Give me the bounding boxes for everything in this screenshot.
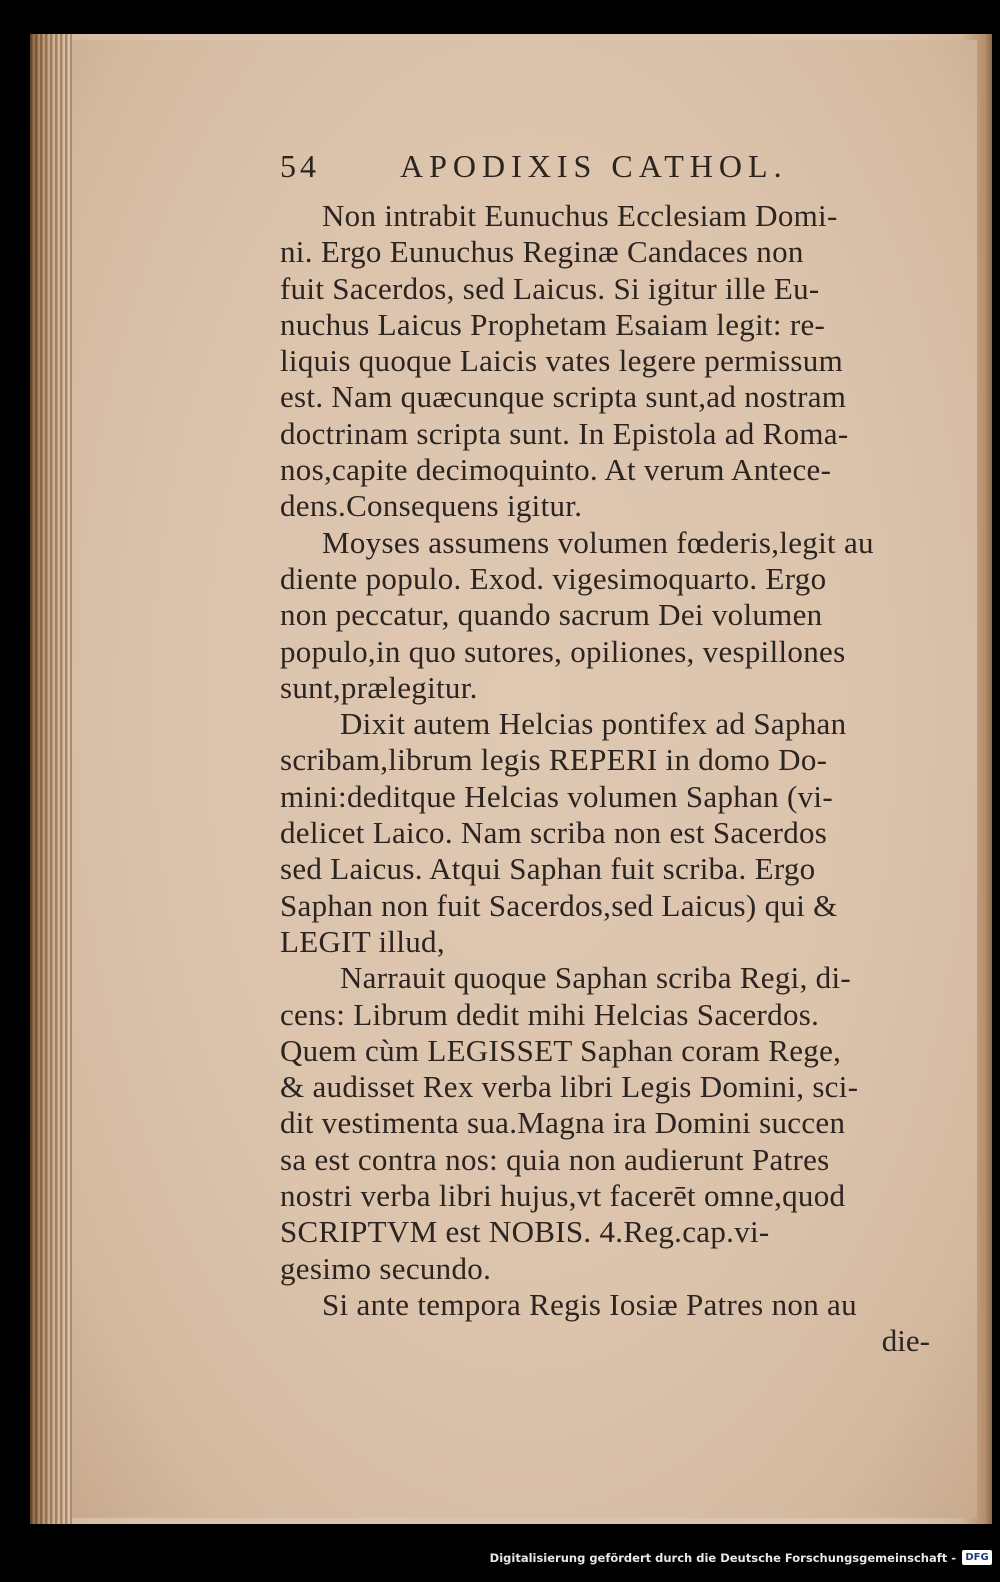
text-line: LEGIT illud,	[280, 923, 445, 959]
text-line: & audisset Rex verba libri Legis Domini, sci-	[280, 1069, 859, 1105]
dfg-logo: DFG	[962, 1550, 992, 1565]
text-line: Dixit autem Helcias pontifex ad Saphan	[340, 706, 847, 742]
text-line: fuit Sacerdos, sed Laicus. Si igitur ille Eu-	[280, 270, 820, 306]
text-line: Non intrabit Eunuchus Ecclesiam Domi-	[322, 198, 838, 233]
text-line: sunt,prælegitur.	[280, 669, 478, 705]
text-line: nuchus Laicus Prophetam Esaiam legit: re-	[280, 306, 826, 342]
page-text-block	[280, 148, 960, 1359]
text-line: est. Nam quæcunque scripta sunt,ad nostram	[280, 379, 847, 415]
text-line: liquis quoque Laicis vates legere permissum	[280, 343, 844, 379]
running-head: APODIXIS CATHOL.	[400, 148, 788, 184]
text-line: sa est contra nos: quia non audierunt Patres	[280, 1141, 830, 1177]
catchword: die-	[881, 1323, 930, 1359]
page-number: 54	[280, 148, 320, 184]
text-line: sed Laicus. Atqui Saphan fuit scriba. Ergo	[280, 851, 816, 887]
text-line: populo,in quo sutores, opiliones, vespillones	[280, 633, 846, 669]
text-line: nos,capite decimoquinto. At verum Antece-	[280, 452, 832, 488]
text-line: non peccatur, quando sacrum Dei volumen	[280, 597, 823, 633]
text-line: Narrauit quoque Saphan scriba Regi, di-	[340, 960, 851, 996]
text-line: mini:deditque Helcias volumen Saphan (vi-	[280, 778, 833, 814]
text-line: cens: Librum dedit mihi Helcias Sacerdos.	[280, 996, 820, 1032]
text-line: doctrinam scripta sunt. In Epistola ad Roma-	[280, 415, 849, 451]
text-line: scribam,librum legis REPERI in domo Do-	[280, 742, 828, 778]
text-line: Si ante tempora Regis Iosiæ Patres non au	[322, 1286, 857, 1322]
text-line: Quem cùm LEGISSET Saphan coram Rege,	[280, 1032, 842, 1068]
text-line: Moyses assumens volumen fœderis,legit au	[322, 524, 874, 560]
page-edges	[30, 34, 72, 1524]
text-line: delicet Laico. Nam scriba non est Sacerdos	[280, 815, 828, 851]
text-line: nostri verba libri hujus,vt facerēt omne,quod	[280, 1178, 846, 1214]
footer-credit: Digitalisierung gefördert durch die Deutsche Forschungsgemeinschaft -	[489, 1551, 956, 1565]
text-line: Saphan non fuit Sacerdos,sed Laicus) qui &	[280, 887, 838, 923]
text-line: SCRIPTVM est NOBIS. 4.Reg.cap.vi-	[280, 1214, 770, 1250]
text-line: dens.Consequens igitur.	[280, 488, 583, 524]
page-header	[280, 148, 960, 198]
text-line: dit vestimenta sua.Magna ira Domini succen	[280, 1105, 846, 1141]
text-line: ni. Ergo Eunuchus Reginæ Candaces non	[280, 234, 804, 270]
text-line: gesimo secundo.	[280, 1250, 492, 1286]
text-line: diente populo. Exod. vigesimoquarto. Ergo	[280, 560, 827, 596]
